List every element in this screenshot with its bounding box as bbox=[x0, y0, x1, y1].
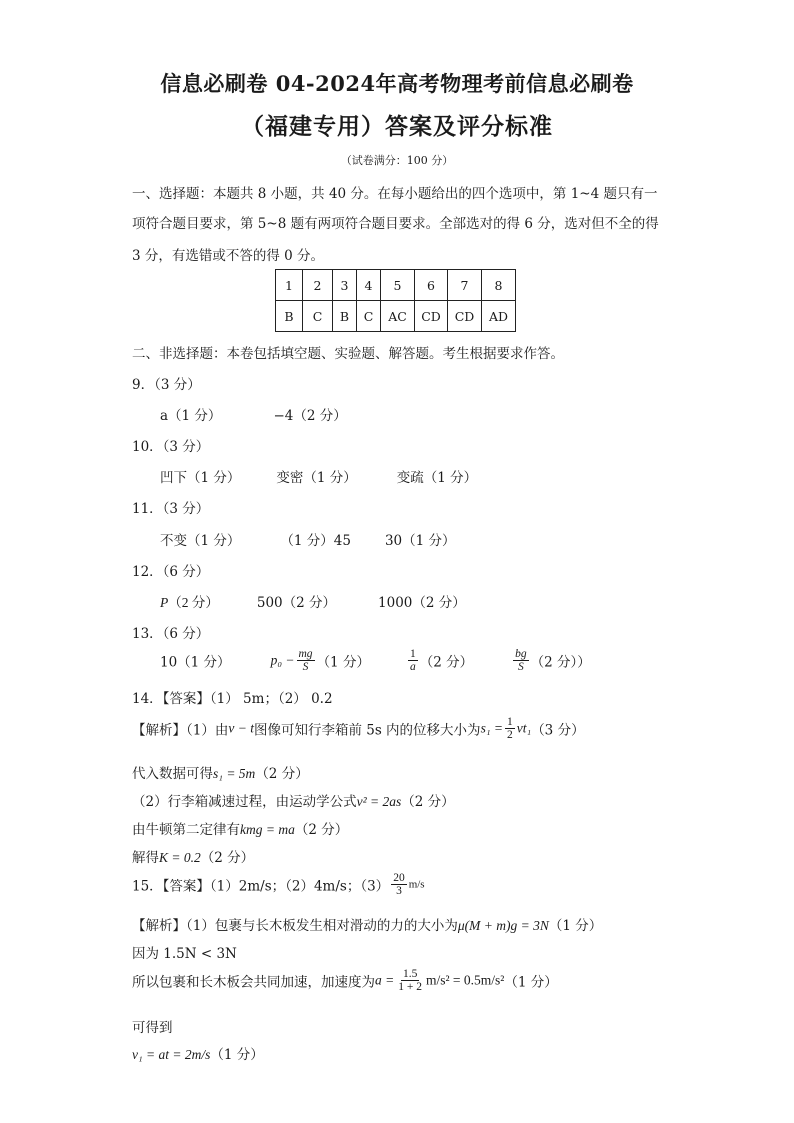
q15-analysis-line5 bbox=[132, 1043, 264, 1063]
section2-heading: 二、非选择题：本卷包括填空题、实验题、解答题。考生根据要求作答。 bbox=[132, 346, 564, 362]
question-number-cell: 1 bbox=[276, 270, 303, 301]
q13-answer-3-fraction bbox=[408, 648, 418, 673]
q14-l5-prefix: 解得 bbox=[132, 850, 159, 866]
q13-answer-2-points: （1 分） bbox=[316, 654, 370, 671]
q13-answer-2-fraction bbox=[297, 648, 315, 673]
q14-l2-prefix: 代入数据可得 bbox=[132, 766, 213, 782]
q11-answer-1: 不变（1 分） bbox=[160, 533, 241, 549]
answer-cell: C bbox=[303, 301, 333, 332]
q15-l1-points: （1 分） bbox=[548, 918, 603, 934]
answer-table-answer-row bbox=[276, 301, 516, 332]
q15-answer-text: 15．【答案】（1）2m/s；（2）4m/s；（3） bbox=[132, 878, 390, 895]
q15-answer bbox=[132, 872, 425, 897]
q15-l5-points: （1 分） bbox=[210, 1047, 264, 1063]
answer-cell: AD bbox=[482, 301, 516, 332]
q12-answer-1-var: P bbox=[160, 595, 169, 610]
q14-analysis-line4 bbox=[132, 818, 348, 838]
section1-line3: 3 分，有选错或不答的得 0 分。 bbox=[132, 248, 325, 264]
fraction-numerator: 1 bbox=[507, 716, 513, 728]
fraction-numerator: 1.5 bbox=[402, 968, 418, 980]
q10-answer-1: 凹下（1 分） bbox=[160, 470, 241, 486]
answer-cell: B bbox=[333, 301, 357, 332]
fraction-numerator: 1 bbox=[409, 648, 416, 660]
q13-heading: 13．（6 分） bbox=[132, 626, 210, 642]
q14-l1-s1: s₁ = bbox=[480, 720, 503, 736]
q15-l3-a: a = bbox=[375, 972, 395, 988]
q15-l1-prefix: 【解析】（1）包裹与长木板发生相对滑动的力的大小为 bbox=[132, 918, 458, 934]
q10-answer-2: 变密（1 分） bbox=[276, 470, 357, 486]
q14-l1-vt: v − t bbox=[228, 720, 254, 736]
q15-l3-prefix: 所以包裹和长木板会共同加速，加速度为 bbox=[132, 974, 375, 991]
answer-cell: C bbox=[357, 301, 381, 332]
q14-answer: 14．【答案】（1） 5m；（2） 0.2 bbox=[132, 691, 333, 707]
q15-analysis-line1 bbox=[132, 914, 602, 934]
q15-analysis-line4: 可得到 bbox=[132, 1020, 173, 1036]
section1-line2: 项符合题目要求，第 5~8 题有两项符合题目要求。全部选对的得 6 分，选对但不全的得 bbox=[132, 216, 659, 232]
score-note: （试卷满分：100 分） bbox=[340, 154, 454, 167]
question-number-cell: 4 bbox=[357, 270, 381, 301]
q13-answer-4-fraction bbox=[513, 648, 529, 673]
question-number-cell: 2 bbox=[303, 270, 333, 301]
q13-answer-4-points: （2 分）） bbox=[530, 654, 591, 671]
document-subtitle: （福建专用）答案及评分标准 bbox=[241, 113, 553, 140]
q13-answer-1: 10（1 分） bbox=[160, 654, 231, 671]
fraction-denominator: S bbox=[517, 661, 524, 674]
q9-answers bbox=[160, 404, 347, 424]
q14-l1-vt1: vt₁ bbox=[516, 720, 532, 736]
question-number-cell: 5 bbox=[381, 270, 415, 301]
q13-answers bbox=[160, 648, 591, 673]
q14-analysis-line2 bbox=[132, 762, 309, 782]
q14-l2-equation: s₁ = 5m bbox=[213, 766, 256, 781]
q9-answer-2: −4（2 分） bbox=[273, 408, 347, 424]
q9-answer-1: a（1 分） bbox=[160, 408, 222, 424]
fraction-denominator: 2 bbox=[507, 729, 513, 742]
question-number-cell: 8 bbox=[482, 270, 516, 301]
answer-cell: B bbox=[276, 301, 303, 332]
q14-l3-equation: v² = 2as bbox=[356, 794, 402, 809]
q15-analysis-line3 bbox=[132, 968, 558, 993]
q14-l1-middle: 图像可知行李箱前 5s 内的位移大小为 bbox=[253, 722, 481, 739]
q12-heading: 12．（6 分） bbox=[132, 564, 210, 580]
q13-answer-3-points: （2 分） bbox=[419, 654, 474, 671]
q15-analysis-line2: 因为 1.5N < 3N bbox=[132, 946, 237, 962]
q11-answer-3: 30（1 分） bbox=[384, 533, 456, 549]
q11-answer-2: （1 分）45 bbox=[280, 533, 351, 549]
q14-l1-fraction bbox=[505, 716, 515, 741]
q15-l1-equation: μ(M + m)g = 3N bbox=[457, 918, 549, 933]
question-number-cell: 7 bbox=[448, 270, 482, 301]
q14-l3-prefix: （2）行李箱减速过程，由运动学公式 bbox=[132, 794, 357, 810]
q11-answers bbox=[160, 529, 456, 549]
q15-l3-result: m/s² = 0.5m/s² bbox=[426, 972, 505, 988]
q14-l4-points: （2 分） bbox=[294, 822, 349, 838]
fraction-denominator: 3 bbox=[396, 885, 402, 898]
q12-answer-2: 500（2 分） bbox=[256, 595, 337, 611]
fraction-denominator: 1 + 2 bbox=[398, 981, 422, 994]
q12-answer-1-points: （2 分） bbox=[168, 595, 219, 610]
q12-answers bbox=[160, 591, 466, 611]
q12-answer-1 bbox=[160, 595, 219, 610]
q14-l4-prefix: 由牛顿第二定律有 bbox=[132, 822, 240, 838]
answer-table-number-row bbox=[276, 270, 516, 301]
question-number-cell: 6 bbox=[415, 270, 448, 301]
fraction-numerator: 20 bbox=[393, 872, 405, 884]
q14-l5-equation: K = 0.2 bbox=[159, 850, 201, 865]
q15-l3-fraction bbox=[396, 968, 424, 993]
fraction-numerator: mg bbox=[298, 648, 313, 660]
q14-analysis-line1 bbox=[132, 716, 585, 741]
answer-cell: CD bbox=[415, 301, 448, 332]
q14-analysis-line5 bbox=[132, 846, 254, 866]
fraction-denominator: a bbox=[409, 661, 416, 674]
document-title: 信息必刷卷 04-2024年高考物理考前信息必刷卷 bbox=[160, 71, 634, 96]
q15-answer-fraction bbox=[391, 872, 407, 897]
fraction-numerator: bg bbox=[515, 648, 527, 660]
q15-l3-points: （1 分） bbox=[504, 974, 558, 991]
q15-answer-unit: m/s bbox=[408, 878, 425, 891]
answer-cell: CD bbox=[448, 301, 482, 332]
q14-l1-points: （3 分） bbox=[531, 722, 585, 739]
section1-line1: 一、选择题：本题共 8 小题，共 40 分。在每小题给出的四个选项中，第 1~4 题只有一 bbox=[132, 186, 658, 202]
q10-heading: 10．（3 分） bbox=[132, 439, 210, 455]
q15-l5-equation: v₁ = at = 2m/s bbox=[132, 1047, 211, 1062]
q14-l2-points: （2 分） bbox=[255, 766, 309, 782]
q14-l1-prefix: 【解析】（1）由 bbox=[132, 722, 229, 739]
q9-heading: 9．（3 分） bbox=[132, 377, 201, 393]
q14-l5-points: （2 分） bbox=[200, 850, 255, 866]
q13-answer-2-prefix: p₀ − bbox=[270, 652, 295, 668]
q10-answers bbox=[160, 466, 477, 486]
q11-heading: 11．（3 分） bbox=[132, 501, 210, 517]
answer-table bbox=[275, 269, 516, 332]
q14-l3-points: （2 分） bbox=[401, 794, 455, 810]
fraction-denominator: S bbox=[302, 661, 309, 674]
q14-analysis-line3 bbox=[132, 790, 455, 810]
q10-answer-3: 变疏（1 分） bbox=[396, 470, 478, 486]
q14-l4-equation: kmg = ma bbox=[240, 822, 295, 837]
q12-answer-3: 1000（2 分） bbox=[378, 595, 466, 611]
answer-cell: AC bbox=[381, 301, 415, 332]
question-number-cell: 3 bbox=[333, 270, 357, 301]
